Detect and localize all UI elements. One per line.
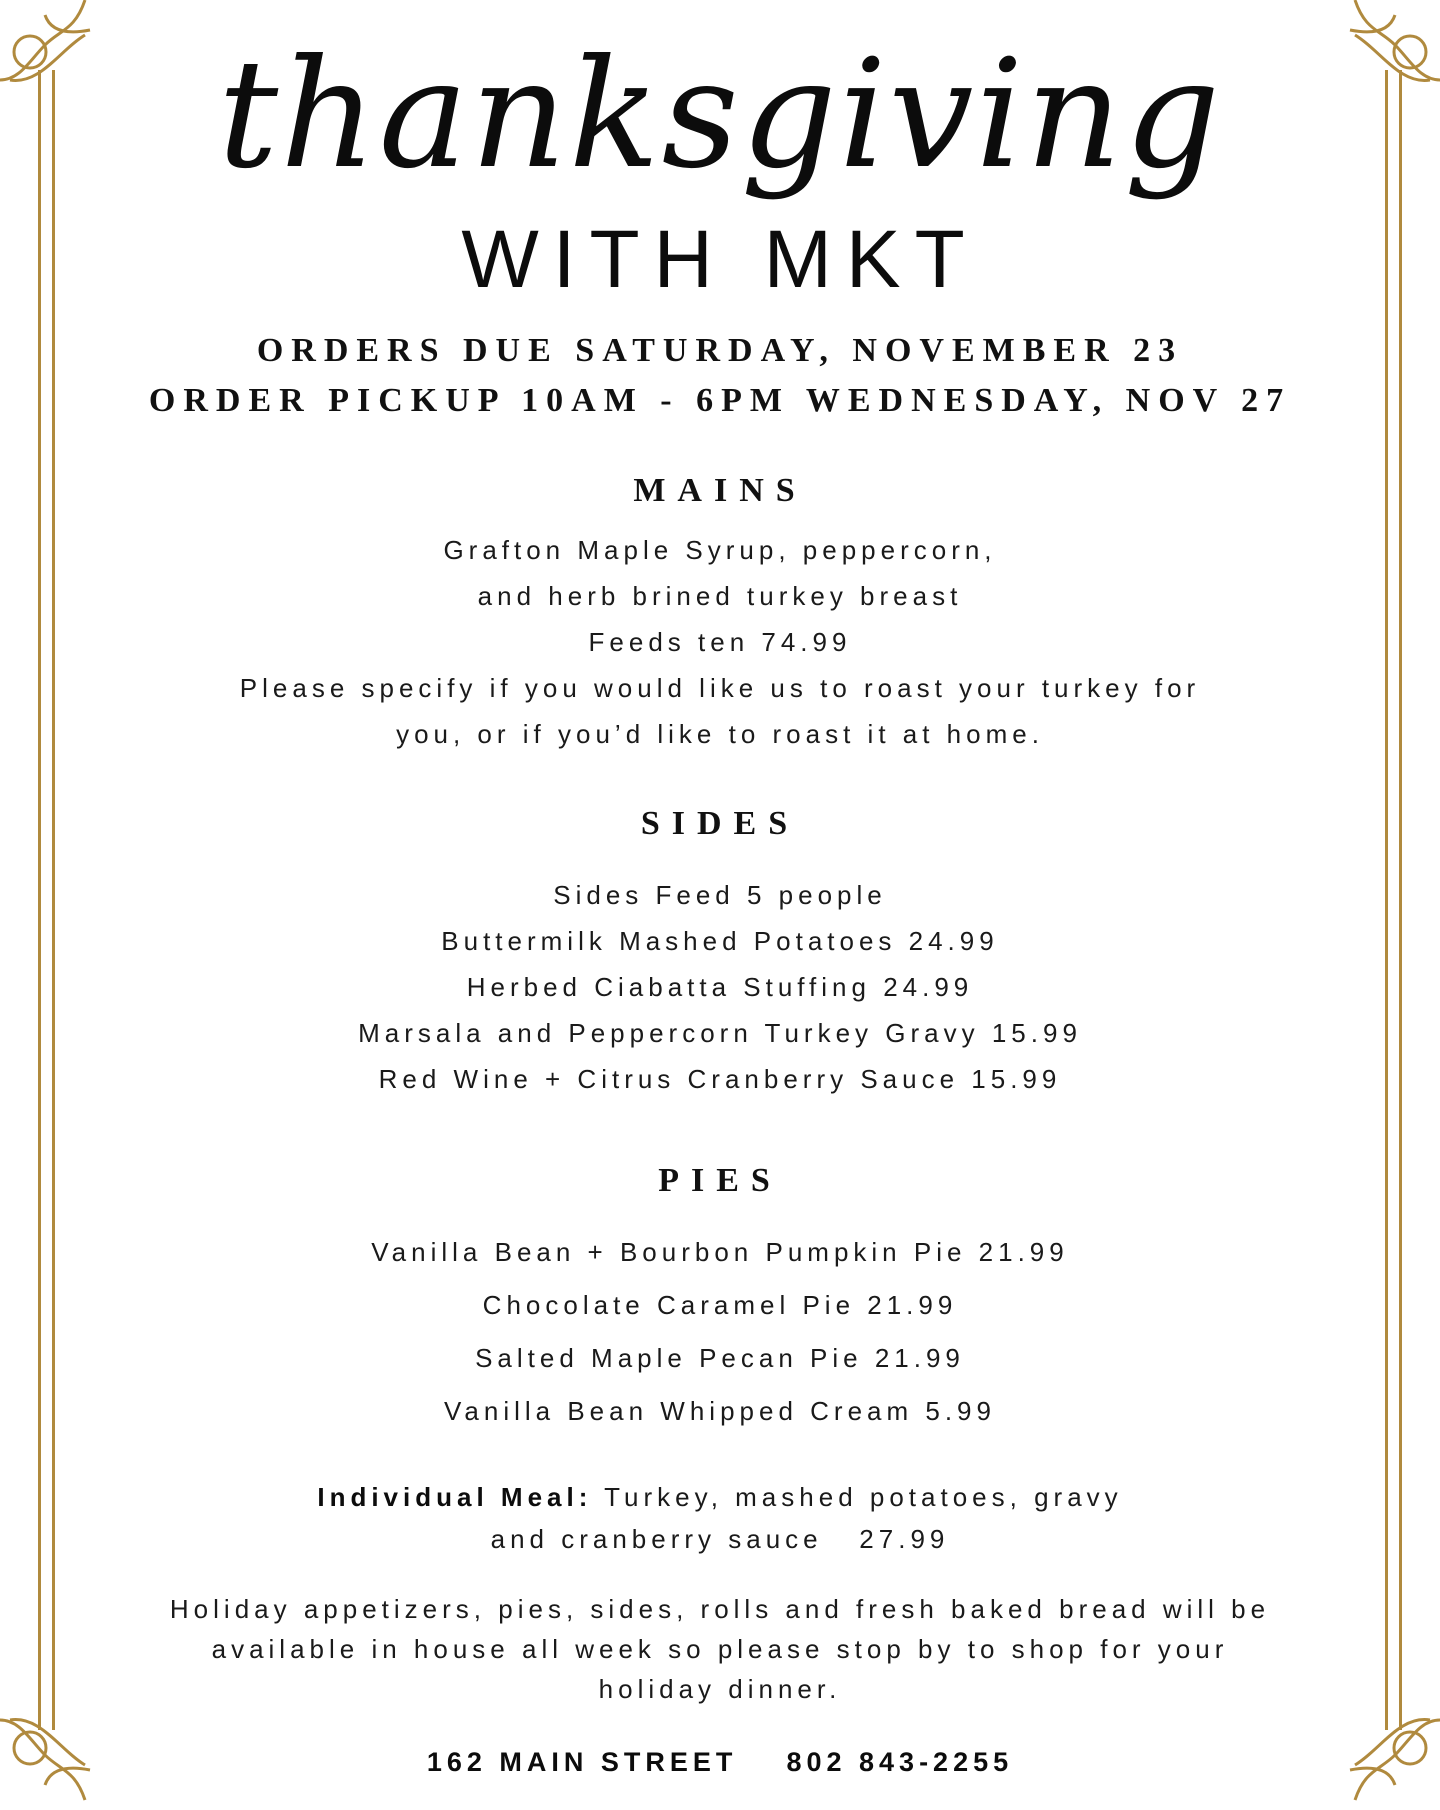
mains-heading: MAINS	[633, 472, 807, 509]
pickup-line: ORDER PICKUP 10AM - 6PM WEDNESDAY, NOV 27	[148, 382, 1292, 419]
individual-meal-line2: and cranberry sauce 27.99	[490, 1524, 950, 1554]
holiday-note-line: available in house all week so please stop by to shop for your	[211, 1634, 1229, 1664]
frame-line-left-inner	[52, 70, 55, 1730]
subtitle: WITH MKT	[461, 214, 979, 305]
script-title: thanksgiving	[217, 28, 1223, 202]
individual-meal-line1: Turkey, mashed potatoes, gravy	[604, 1482, 1123, 1512]
pies-heading: PIES	[658, 1162, 782, 1199]
frame-line-right-inner	[1385, 70, 1388, 1730]
footer-contact	[0, 1742, 1440, 1782]
sides-line: Red Wine + Citrus Cranberry Sauce 15.99	[378, 1064, 1062, 1094]
mains-line: Grafton Maple Syrup, peppercorn,	[443, 535, 997, 565]
individual-meal-label: Individual Meal:	[317, 1482, 593, 1512]
sides-line: Marsala and Peppercorn Turkey Gravy 15.99	[358, 1018, 1082, 1048]
order-dates	[0, 326, 1440, 426]
sides-line: Herbed Ciabatta Stuffing 24.99	[466, 972, 974, 1002]
footer-address: 162 MAIN STREET	[426, 1747, 738, 1777]
frame-line-right-outer	[1399, 70, 1402, 1730]
mains-section	[100, 527, 1340, 757]
mains-line: Please specify if you would like us to roast your turkey for	[239, 673, 1201, 703]
pies-line: Salted Maple Pecan Pie 21.99	[475, 1343, 965, 1373]
mains-line: you, or if you’d like to roast it at home.	[396, 719, 1044, 749]
holiday-note	[90, 1589, 1350, 1709]
sides-heading: SIDES	[640, 805, 800, 842]
mains-line: and herb brined turkey breast	[477, 581, 963, 611]
individual-meal	[100, 1476, 1340, 1560]
sides-line: Buttermilk Mashed Potatoes 24.99	[441, 926, 999, 956]
sides-section	[100, 872, 1340, 1102]
frame-line-left-outer	[38, 70, 41, 1730]
pies-section	[100, 1226, 1340, 1438]
footer-phone: 802 843-2255	[786, 1747, 1014, 1777]
pies-line: Vanilla Bean Whipped Cream 5.99	[444, 1396, 996, 1426]
pies-line: Vanilla Bean + Bourbon Pumpkin Pie 21.99	[371, 1237, 1069, 1267]
sides-line: Sides Feed 5 people	[553, 880, 887, 910]
pies-line: Chocolate Caramel Pie 21.99	[482, 1290, 958, 1320]
orders-due-line: ORDERS DUE SATURDAY, NOVEMBER 23	[256, 332, 1184, 369]
mains-line: Feeds ten 74.99	[588, 627, 852, 657]
holiday-note-line: holiday dinner.	[598, 1674, 842, 1704]
holiday-note-line: Holiday appetizers, pies, sides, rolls and fresh baked bread will be	[169, 1594, 1271, 1624]
